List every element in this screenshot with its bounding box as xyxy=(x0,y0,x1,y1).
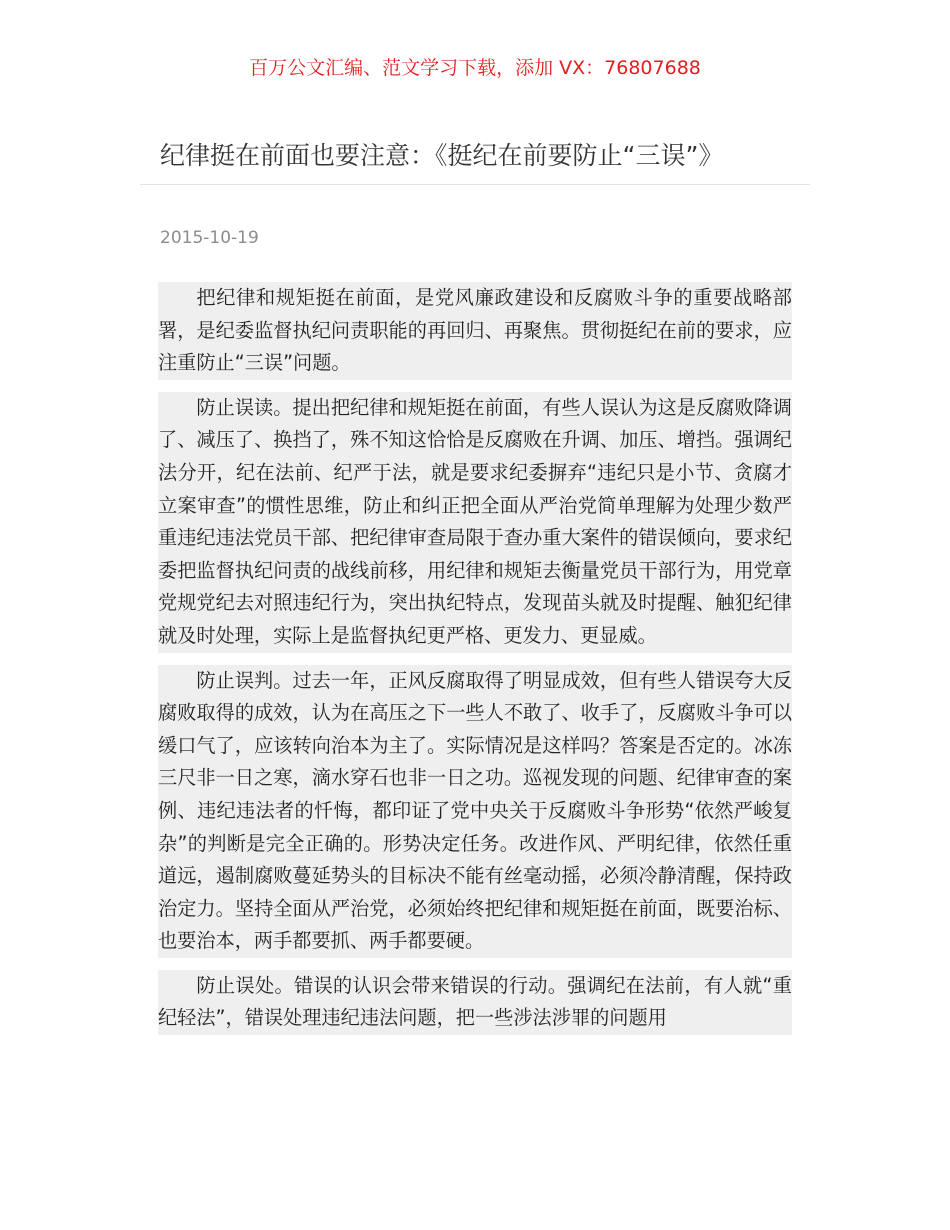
publish-date: 2015-10-19 xyxy=(160,228,259,248)
article-paragraph: 防止误读。提出把纪律和规矩挺在前面，有些人误认为这是反腐败降调了、减压了、换挡了，殊不知这恰恰是反腐败在升调、加压、增挡。强调纪法分开，纪在法前、纪严于法，就是要求纪委摒弃“违纪只是小节、贪腐才立案审查”的惯性思维，防止和纠正把全面从严治党简单理解为处理少数严重违纪违法党员干部、把纪律审查局限于查办重大案件的错误倾向，要求纪委把监督执纪问责的战线前移，用纪律和规矩去衡量党员干部行为，用党章党规党纪去对照违纪行为，突出执纪特点，发现苗头就及时提醒、触犯纪律就及时处理，实际上是监督执纪更严格、更发力、更显威。 xyxy=(158,392,792,653)
article-paragraph: 把纪律和规矩挺在前面，是党风廉政建设和反腐败斗争的重要战略部署，是纪委监督执纪问责职能的再回归、再聚焦。贯彻挺纪在前的要求，应注重防止“三误”问题。 xyxy=(158,282,792,380)
article-paragraph: 防止误处。错误的认识会带来错误的行动。强调纪在法前，有人就“重纪轻法”，错误处理违纪违法问题，把一些涉法涉罪的问题用 xyxy=(158,970,792,1035)
banner-text: 百万公文汇编、范文学习下载，添加 VX：76807688 xyxy=(249,57,701,79)
article-body xyxy=(158,282,792,1100)
article-paragraph: 防止误判。过去一年，正风反腐取得了明显成效，但有些人错误夸大反腐败取得的成效，认为在高压之下一些人不敢了、收手了，反腐败斗争可以缓口气了，应该转向治本为主了。实际情况是这样吗？答案是否定的。冰冻三尺非一日之寒，滴水穿石也非一日之功。巡视发现的问题、纪律审查的案例、违纪违法者的忏悔，都印证了党中央关于反腐败斗争形势“依然严峻复杂”的判断是完全正确的。形势决定任务。改进作风、严明纪律，依然任重道远，遏制腐败蔓延势头的目标决不能有丝毫动摇，必须冷静清醒，保持政治定力。坚持全面从严治党，必须始终把纪律和规矩挺在前面，既要治标、也要治本，两手都要抓、两手都要硬。 xyxy=(158,665,792,958)
title-divider xyxy=(140,184,810,185)
article-title: 纪律挺在前面也要注意：《挺纪在前要防止“三误”》 xyxy=(160,141,724,170)
